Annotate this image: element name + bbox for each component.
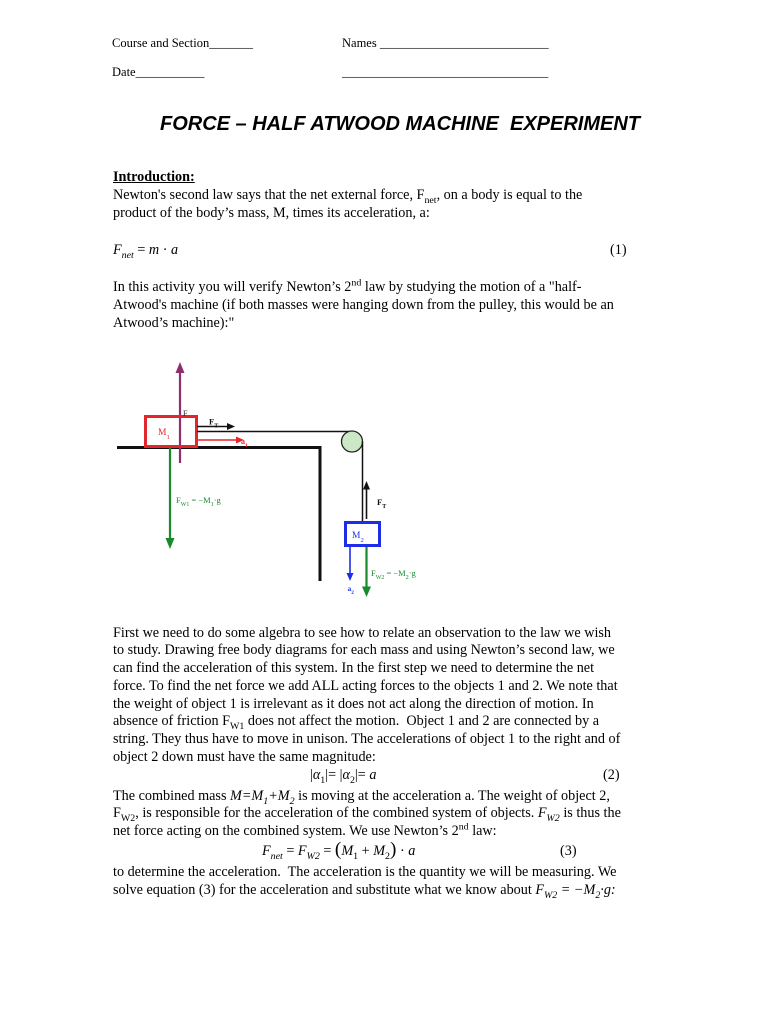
activity-paragraph-line: [113, 297, 614, 314]
subscript: net: [424, 194, 437, 206]
analysis-paragraph-line: [113, 749, 376, 766]
intro-paragraph-line: [113, 205, 430, 222]
subscript: 1: [353, 850, 359, 862]
analysis-paragraph-line: [113, 731, 620, 748]
equation-3: [262, 838, 416, 862]
text-run: ·: [159, 241, 171, 258]
text-run: does not affect the motion. Object 1 and 2 are connected by a: [244, 713, 600, 730]
text-run: product of the body’s mass, M, times its acceleration, a:: [113, 204, 430, 221]
italic-run: a: [408, 842, 416, 859]
subscript: 2: [405, 575, 409, 581]
tension-1-arrowhead: [227, 423, 235, 430]
text-run: First we need to do some algebra to see how to relate an observation to the law we wish: [113, 624, 612, 641]
text-run: Newton's second law says that the net external force, F: [113, 186, 425, 203]
tension-2-label: [377, 497, 386, 510]
italic-run: M: [341, 842, 354, 859]
italic-run: F: [262, 842, 271, 859]
analysis-paragraph-line: [113, 642, 615, 659]
subscript: T: [214, 423, 219, 430]
names-second-blank: _________________________________: [342, 65, 549, 79]
subscript: 1: [320, 774, 326, 786]
subscript: T: [382, 504, 387, 510]
conclusion-paragraph-line: [113, 882, 616, 899]
subscript: W2: [120, 813, 136, 825]
section-heading-introduction: Introduction:: [113, 168, 195, 185]
analysis-paragraph-line: [113, 660, 594, 677]
normal-force-arrowhead: [176, 362, 185, 373]
text-run: Atwood's machine (if both masses were hanging down from the pulley, this would be an: [113, 296, 614, 313]
text-run: F: [377, 497, 383, 507]
subscript: 1: [245, 443, 248, 449]
text-run: net force acting on the combined system. We use Newton’s 2: [113, 823, 459, 839]
italic-run: ·g:: [600, 881, 616, 898]
italic-subscript: 2: [289, 795, 295, 807]
text-run: =: [282, 842, 298, 859]
italic-run: F: [535, 881, 545, 898]
equation-3-number: (3): [560, 842, 577, 859]
text-run: = −M: [189, 495, 211, 505]
text-run: = −M: [384, 568, 406, 578]
analysis-paragraph-line: [113, 713, 600, 733]
text-run: , is responsible for the acceleration of the combined system of objects.: [135, 805, 538, 822]
text-run: F: [183, 409, 188, 418]
acceleration-2-arrowhead: [347, 573, 354, 581]
date-label: Date___________: [112, 65, 205, 79]
italic-run: F: [537, 805, 547, 822]
italic-run: α: [342, 766, 350, 783]
text-run: is moving at the acceleration a. The weight of object 2,: [294, 787, 610, 804]
conclusion-paragraph-line: [113, 864, 616, 881]
superscript: nd: [458, 821, 469, 833]
pulley: [342, 431, 363, 452]
italic-run: = −M: [557, 881, 596, 898]
weight-1-arrowhead: [166, 538, 175, 549]
analysis-paragraph-line: [113, 625, 611, 642]
subscript: 1: [210, 502, 214, 508]
italic-subscript: net: [121, 249, 134, 261]
text-run: ·g: [408, 568, 416, 578]
text-run: string. They thus have to move in unison. The accelerations of object 1 to the right and of: [113, 731, 621, 747]
combined-mass-paragraph-line: [113, 805, 621, 825]
italic-subscript: W2: [546, 813, 560, 825]
weight-2-label: [371, 568, 417, 581]
subscript: W1: [180, 502, 190, 508]
subscript: 2: [385, 850, 391, 862]
analysis-paragraph-line: [113, 696, 594, 713]
subscript: 2: [360, 536, 364, 544]
normal-force-label: [183, 409, 188, 418]
names-label: Names ___________________________: [342, 36, 549, 50]
text-run: F: [209, 416, 215, 427]
text-run: law by studying the motion of a "half-: [361, 278, 582, 295]
text-run: , on a body is equal to the: [436, 186, 583, 203]
text-run: the weight of object 1 is irrelevant as it does not act along the direction of motion. In: [113, 695, 594, 712]
equation-2-number: (2): [603, 766, 620, 783]
italic-subscript: net: [270, 850, 283, 862]
italic-run: a: [369, 766, 377, 783]
italic-subscript: W2: [306, 850, 320, 862]
equation-1: [113, 242, 178, 259]
text-run: In this activity you will verify Newton’s 2: [113, 278, 352, 295]
activity-paragraph-line: [113, 276, 582, 296]
text-run: ·: [396, 842, 409, 859]
text-run: solve equation (3) for the acceleration and substitute what we know about: [113, 881, 536, 898]
text-run: force. To find the net force we add ALL acting forces to the objects 1 and 2. We note that: [113, 677, 618, 694]
text-run: |=: [354, 766, 370, 783]
text-run: can find the acceleration of this system. In the first step we need to determine the net: [113, 660, 595, 676]
text-run: absence of friction F: [113, 713, 231, 730]
italic-run: F: [297, 842, 307, 859]
subscript: 2: [351, 590, 354, 596]
text-run: =: [133, 241, 149, 258]
weight-1-label: [176, 495, 222, 508]
italic-run: M=M: [230, 787, 264, 804]
intro-paragraph-line: [113, 187, 582, 204]
course-section-label: Course and Section_______: [112, 36, 253, 50]
combined-mass-paragraph-line: [113, 788, 610, 805]
italic-subscript: W2: [544, 889, 558, 901]
subscript: 1: [166, 433, 170, 441]
text-run: law:: [468, 823, 497, 839]
large-bracket: ): [390, 838, 397, 860]
text-run: =: [319, 842, 335, 859]
text-run: a: [347, 584, 352, 593]
text-run: +: [358, 842, 374, 859]
italic-run: a: [170, 241, 179, 258]
italic-run: m: [148, 241, 160, 258]
text-run: F: [113, 805, 121, 822]
subscript: 2: [349, 774, 355, 786]
text-run: ·g: [213, 495, 221, 505]
text-run: object 2 down must have the same magnitude:: [113, 748, 376, 765]
italic-run: F: [113, 241, 122, 258]
italic-run: M: [373, 842, 386, 859]
combined-mass-paragraph-line: [113, 823, 497, 840]
mass-2-label: [352, 531, 364, 544]
large-bracket: (: [334, 838, 342, 860]
text-run: |= |: [325, 766, 343, 783]
text-run: The combined mass: [113, 787, 231, 804]
activity-paragraph-line: [113, 315, 234, 332]
text-run: F: [371, 568, 376, 578]
subscript: W2: [375, 575, 385, 581]
text-run: Atwood’s machine):": [113, 314, 235, 331]
italic-subscript: 1: [263, 795, 269, 807]
text-run: F: [176, 495, 181, 505]
text-run: M: [352, 531, 361, 541]
subscript: W1: [230, 721, 245, 733]
weight-2-arrowhead: [362, 587, 371, 598]
text-run: is thus the: [559, 805, 621, 822]
equation-2: [310, 767, 376, 784]
italic-run: α: [312, 766, 321, 783]
tension-2-arrowhead: [363, 481, 370, 490]
tension-1-label: [209, 417, 218, 430]
superscript: nd: [351, 276, 362, 288]
half-atwood-diagram: [100, 350, 440, 610]
italic-run: +M: [268, 787, 290, 804]
italic-subscript: 2: [595, 889, 601, 901]
equation-1-number: (1): [610, 241, 627, 258]
text-run: a: [241, 437, 245, 446]
text-run: to study. Drawing free body diagrams for each mass and using Newton’s second law, we: [113, 642, 615, 659]
text-run: |: [310, 766, 313, 783]
mass-1-label: [158, 428, 170, 441]
text-run: to determine the acceleration. The acceleration is the quantity we will be measuring. We: [113, 863, 617, 880]
acceleration-2-label: [348, 584, 355, 596]
analysis-paragraph-line: [113, 678, 618, 695]
mass-1-block: [146, 417, 197, 447]
text-run: M: [158, 428, 167, 438]
page-title: FORCE – HALF ATWOOD MACHINE EXPERIMENT: [160, 113, 640, 135]
